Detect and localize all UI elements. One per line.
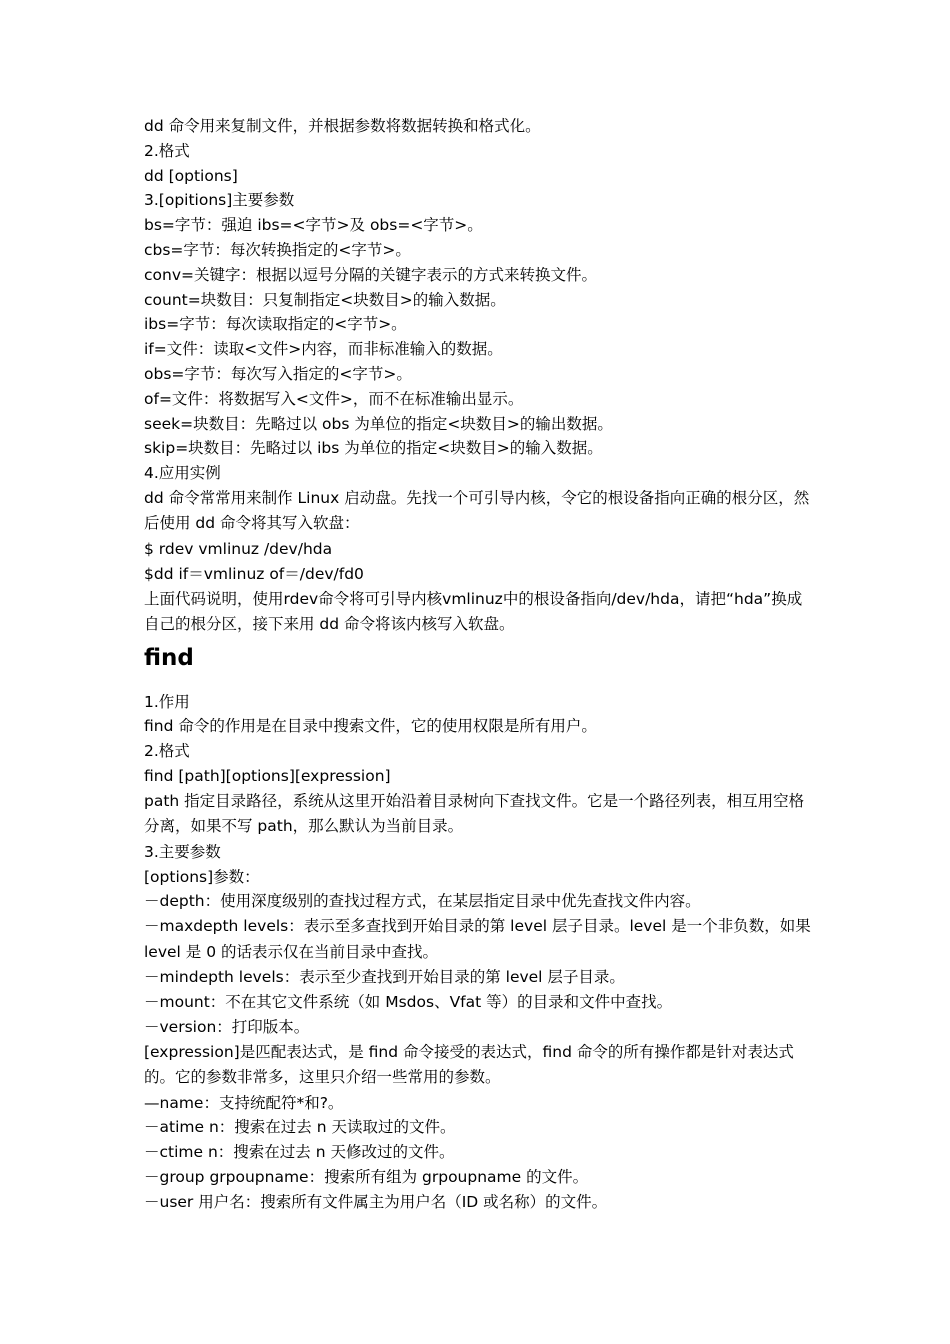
text-line: obs=字节：每次写入指定的<字节>。	[144, 364, 412, 383]
text-line: ibs=字节：每次读取指定的<字节>。	[144, 315, 407, 334]
dd-section	[144, 114, 816, 638]
text-line: 3.主要参数	[144, 842, 221, 861]
document-page	[144, 114, 816, 1215]
text-line: count=块数目：只复制指定<块数目>的输入数据。	[144, 290, 506, 309]
text-line: 3.[opitions]主要参数	[144, 191, 295, 210]
text-line: dd 命令用来复制文件，并根据参数将数据转换和格式化。	[144, 117, 541, 135]
expression-paragraph: [expression]是匹配表达式，是 find 命令接受的表达式，find 命令的所有操作都是针对表达式的。它的参数非常多，这里只介绍一些常用的参数。	[144, 1042, 794, 1087]
section-heading-find: find	[144, 644, 194, 671]
text-line: －version：打印版本。	[144, 1017, 310, 1036]
spacer	[144, 682, 816, 690]
text-line: seek=块数目：先略过以 obs 为单位的指定<块数目>的输出数据。	[144, 414, 613, 433]
text-line: －mount：不在其它文件系统（如 Msdos、Vfat 等）的目录和文件中查找。	[144, 992, 673, 1011]
text-line: －atime n：搜索在过去 n 天读取过的文件。	[144, 1118, 456, 1137]
text-line: find 命令的作用是在目录中搜索文件，它的使用权限是所有用户。	[144, 717, 597, 736]
text-line: 1.作用	[144, 692, 190, 711]
text-line: －group grpoupname：搜索所有组为 grpoupname 的文件。	[144, 1167, 589, 1186]
text-line: conv=关键字：根据以逗号分隔的关键字表示的方式来转换文件。	[144, 265, 597, 284]
text-line: bs=字节：强迫 ibs=<字节>及 obs=<字节>。	[144, 216, 483, 235]
command-line: $dd if＝vmlinuz of＝/dev/fd0	[144, 564, 364, 583]
explain-paragraph: 上面代码说明，使用rdev命令将可引导内核vmlinuz中的根设备指向/dev/hda，请把“hda”换成自己的根分区，接下来用 dd 命令将该内核写入软盘。	[144, 589, 803, 634]
text-line: －user 用户名：搜索所有文件属主为用户名（ID 或名称）的文件。	[144, 1192, 608, 1211]
example-paragraph: dd 命令常常用来制作 Linux 启动盘。先找一个可引导内核，令它的根设备指向正确的根分区，然后使用 dd 命令将其写入软盘：	[144, 488, 810, 533]
text-line: －mindepth levels：表示至少查找到开始目录的第 level 层子目录。	[144, 968, 625, 987]
text-line: skip=块数目：先略过以 ibs 为单位的指定<块数目>的输入数据。	[144, 439, 603, 458]
text-line: cbs=字节：每次转换指定的<字节>。	[144, 240, 411, 259]
text-line: of=文件：将数据写入<文件>，而不在标准输出显示。	[144, 389, 524, 408]
text-line: if=文件：读取<文件>内容，而非标准输入的数据。	[144, 340, 503, 359]
path-paragraph: path 指定目录路径，系统从这里开始沿着目录树向下查找文件。它是一个路径列表，相互用空格分离，如果不写 path，那么默认为当前目录。	[144, 791, 805, 836]
text-line: [options]参数：	[144, 867, 260, 886]
text-line: －depth：使用深度级别的查找过程方式，在某层指定目录中优先查找文件内容。	[144, 892, 701, 911]
text-line: 2.格式	[144, 141, 190, 160]
text-line: find [path][options][expression]	[144, 766, 391, 785]
text-line: —name：支持统配符*和?。	[144, 1093, 344, 1112]
text-line: 2.格式	[144, 742, 190, 761]
text-line: －ctime n：搜索在过去 n 天修改过的文件。	[144, 1143, 455, 1162]
find-section	[144, 690, 816, 1215]
text-line: 4.应用实例	[144, 464, 221, 483]
command-line: $ rdev vmlinuz /dev/hda	[144, 539, 333, 558]
text-line: dd [options]	[144, 166, 238, 185]
maxdepth-paragraph: －maxdepth levels：表示至多查找到开始目录的第 level 层子目录。level 是一个非负数，如果 level 是 0 的话表示仅在当前目录中查找。	[144, 917, 811, 961]
